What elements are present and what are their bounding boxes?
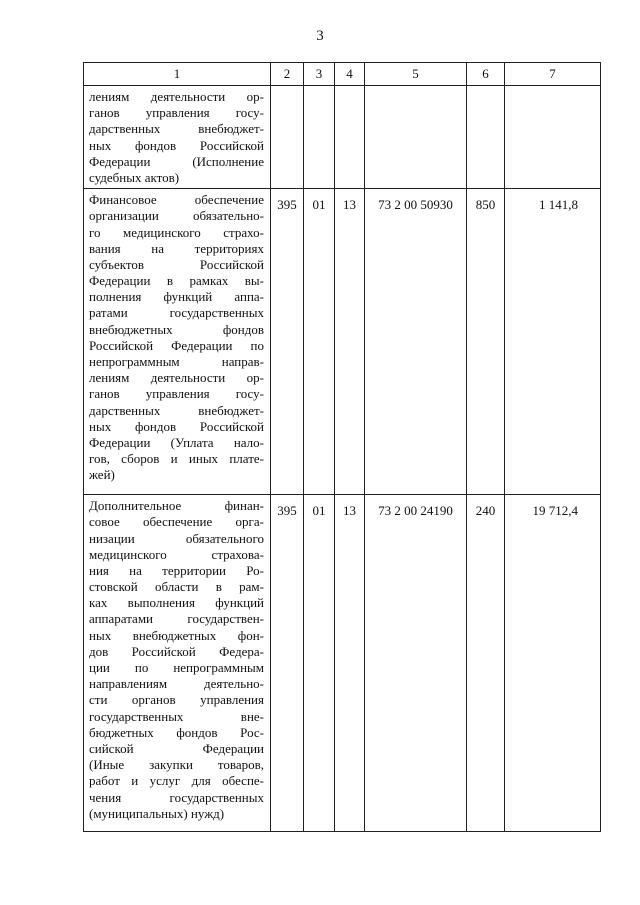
- page-number: 3: [316, 28, 324, 44]
- row-name-line: Федерации в рамках вы-: [89, 273, 264, 289]
- row-name-line: ганов управления госу-: [89, 386, 264, 402]
- row-name-line: работ и услуг для обеспе-: [89, 773, 264, 789]
- row-expense-type: [467, 86, 505, 189]
- row-name-line: организации обязательно-: [89, 208, 264, 224]
- row-admin-code: 395: [271, 189, 304, 495]
- row-name-line: аппаратами государствен-: [89, 611, 264, 627]
- row-name-line: сти органов управления: [89, 692, 264, 708]
- row-name-line: низации обязательного: [89, 530, 264, 546]
- row-name-line: ния на территории Ро-: [89, 562, 264, 578]
- row-name-line: ных фондов Российской: [89, 137, 264, 153]
- row-name-line: сийской Федерации: [89, 740, 264, 756]
- row-target-article: [365, 86, 467, 189]
- row-name-line: Федерации (Уплата нало-: [89, 434, 264, 450]
- row-name-line: направлениям деятельно-: [89, 676, 264, 692]
- row-section: 01: [304, 495, 335, 832]
- row-section: [304, 86, 335, 189]
- header-col-2: 2: [271, 63, 304, 86]
- row-name-line: ных внебюджетных фон-: [89, 627, 264, 643]
- row-name-line: Российской Федерации по: [89, 337, 264, 353]
- row-name-line: Федерации (Исполнение: [89, 153, 264, 169]
- row-amount: 1 141,8: [505, 189, 601, 495]
- row-amount: 19 712,4: [505, 495, 601, 832]
- row-name-line: дарственных внебюджет-: [89, 121, 264, 137]
- row-name: [84, 495, 271, 832]
- row-name-line: лениям деятельности ор-: [89, 370, 264, 386]
- row-target-article: 73 2 00 24190: [365, 495, 467, 832]
- row-expense-type: 850: [467, 189, 505, 495]
- row-name-line: ции по непрограммным: [89, 660, 264, 675]
- row-subsection: 13: [335, 495, 365, 832]
- row-section: 01: [304, 189, 335, 495]
- row-name-line: ганов управления госу-: [89, 105, 264, 121]
- row-expense-type: 240: [467, 495, 505, 832]
- row-subsection: 13: [335, 189, 365, 495]
- table-row: [84, 86, 601, 189]
- row-name-line: чения государственных: [89, 789, 264, 805]
- header-col-4: 4: [335, 63, 365, 86]
- row-name-line: стовской области в рам-: [89, 579, 264, 595]
- table-row: [84, 495, 601, 832]
- budget-table: [83, 62, 601, 832]
- row-name-line: (муниципальных) нужд): [89, 805, 225, 821]
- header-col-3: 3: [304, 63, 335, 86]
- header-col-6: 6: [467, 63, 505, 86]
- row-admin-code: [271, 86, 304, 189]
- row-name-line: внебюджетных фондов: [89, 321, 264, 337]
- row-name-line: лениям деятельности ор-: [89, 89, 264, 104]
- header-col-5: 5: [365, 63, 467, 86]
- row-name-line: субъектов Российской: [89, 256, 264, 272]
- row-name-line: дов Российской Федера-: [89, 643, 264, 659]
- row-target-article: 73 2 00 50930: [365, 189, 467, 495]
- row-name-line: Дополнительное финан-: [89, 498, 264, 514]
- row-name-line: вания на территориях: [89, 240, 264, 256]
- row-name-line: ратами государственных: [89, 305, 264, 321]
- row-name-line: государственных вне-: [89, 708, 264, 724]
- row-name-line: жей): [89, 467, 115, 483]
- row-name-line: го медицинского страхо-: [89, 224, 264, 240]
- row-name-line: (Иные закупки товаров,: [89, 757, 264, 773]
- header-col-1: 1: [84, 63, 271, 86]
- row-name-line: медицинского страхова-: [89, 546, 264, 562]
- row-amount: [505, 86, 601, 189]
- row-name-line: дарственных внебюджет-: [89, 402, 264, 418]
- row-name-line: бюджетных фондов Рос-: [89, 724, 264, 740]
- header-col-7: 7: [505, 63, 601, 86]
- row-subsection: [335, 86, 365, 189]
- header-row: [84, 63, 601, 86]
- row-name-line: гов, сборов и иных плате-: [89, 451, 264, 467]
- row-name-line: Финансовое обеспечение: [89, 192, 264, 208]
- table-row: [84, 189, 601, 495]
- row-name-line: совое обеспечение орга-: [89, 514, 264, 530]
- row-name-line: непрограммным направ-: [89, 354, 264, 369]
- row-name-line: полнения функций аппа-: [89, 289, 264, 305]
- row-name: [84, 189, 271, 495]
- row-name-line: ках выполнения функций: [89, 595, 264, 611]
- row-name-line: ных фондов Российской: [89, 418, 264, 434]
- row-name-line: судебных актов): [89, 169, 180, 185]
- row-admin-code: 395: [271, 495, 304, 832]
- row-name: [84, 86, 271, 189]
